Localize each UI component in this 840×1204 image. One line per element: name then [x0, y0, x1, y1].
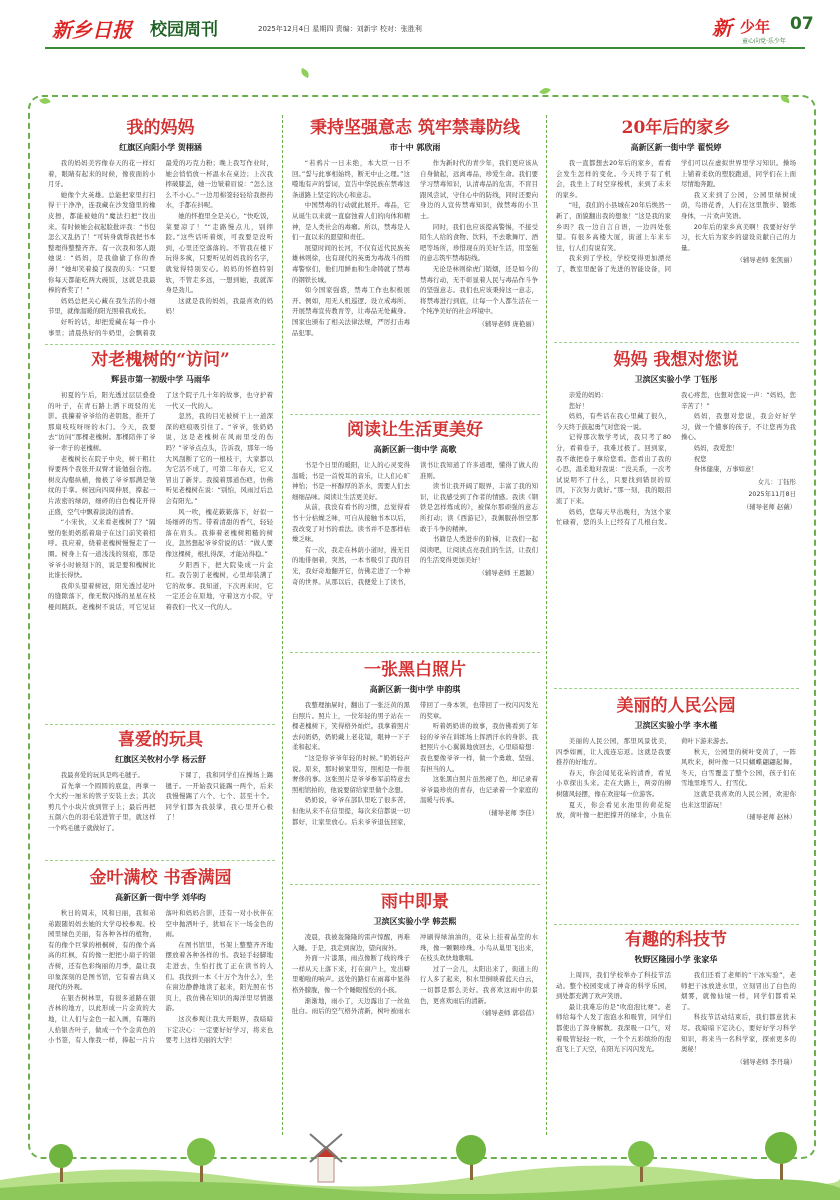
article-title: 有趣的科技节 [625, 930, 727, 950]
article-old-locust-tree [48, 350, 273, 720]
separator [554, 688, 799, 689]
article-title: 金叶满校 书香满园 [89, 868, 232, 888]
brand-block [712, 12, 832, 46]
separator [45, 344, 275, 345]
article-title: 我的妈妈 [126, 118, 195, 138]
article-title: 一张黑白照片 [364, 660, 466, 680]
article-title: 对老槐树的“访问” [91, 350, 230, 370]
article-byline: 红旗区关牧村小学 杨云舒 [115, 755, 206, 764]
article-title: 20年后的家乡 [621, 118, 731, 138]
article-byline: 卫滨区实验小学 韩芸熙 [373, 917, 457, 926]
issue-meta: 2025年12月4日 星期四 责编：刘新宇 校对：张胜利 [258, 25, 422, 33]
separator [554, 342, 799, 343]
page-number: 07 [790, 14, 814, 34]
article-byline: 卫滨区实验小学 丁钰彤 [634, 375, 718, 384]
article-body: 我最喜爱的玩具是鸣毛毽子。 首先拿一个圆圆的底盘，再拿一个大约一厘米的管子安装上去；其次剪几个小块片放到管子上；最后再把五颜六色的羽毛装进管子里，就这样一个鸣毛毽子就做好了。 下课了，我和同学们在操场上踢毽子。一开始我只能踢一两个，后来我慢慢踢了六个、七个、甚至十个。同学们都为我鼓掌，我心里开心极了！ [48, 771, 273, 832]
windmill-icon [310, 1134, 342, 1182]
header-rule [45, 47, 805, 49]
article-letter-mom [556, 350, 796, 680]
leaf-decoration [299, 68, 311, 78]
landscape-decoration [0, 1130, 840, 1200]
article-body: 初夏的午后，阳光透过层层叠叠的叶子，在青石路上洒下斑驳的光影。我攥着爷爷给的老钥匙，推开了那扇吱吱呀呀的木门。今天，我要去“访问”那棵老槐树。那棵陪伴了爷爷一辈子的老槐树。 老槐树长在院子中央，树干粗壮得要两个我张开双臂才能勉强合抱。树皮沟壑纵横，像极了爷爷那满是皱纹的手掌。树冠向四周伸展，撑起一片浓密的绿荫，细碎的白色槐花开得正盛，空气中飘着淡淡的清香。 “小宋伙，又来看老槐树了？”隔壁的张奶奶摇着扇子在这门前笑着招呼。我应着，绕着老槐树慢慢走了一圈。树身上有一道浅浅的刻痕，那是爷爷小时候刻下的，说是要和槐树比比谁长得快。 我仰头望着树冠，阳光透过花叶的缝隙落下，像无数闪烁的星星在枝桠间跳跃。老槐树不说话，可它见证了这个院子几十年的故事，也守护着一代又一代的人。 忽然，我的目光被树干上一道深深的疤痕吸引住了。“爷爷，张奶奶说，这是老槐树在风雨里受的伤吗？”爷爷点点头，告诉我，那年一场大风刮断了它的一根枝干，大家都以为它活不成了，可第二年春天，它又冒出了新芽。我摸着那道伤疤，仿佛听见老槐树在说：“别怕，风雨过后总会有阳光。” 风一吹，槐花簌簌落下，好似一场细碎的雪。带着清甜的香气，轻轻落在肩头。我捧着老槐树粗糙的树皮，忽然想起爷爷常说的话：“做人要像这棵树，根扎得深，才能站得稳。” 夕阳西下，把大院染成一片金红。我告别了老槐树，心里却装满了它的故事。我知道，下次再来时，它一定还会在原地，守着这方小院，守着我们一代又一代的人。 [48, 391, 273, 611]
article-editor: （辅导老师 赵薇） [742, 502, 796, 511]
article-peoples-park [556, 696, 796, 918]
article-editor: （辅导老师 王恩颖） [478, 568, 538, 577]
landscape-illustration [0, 1130, 840, 1200]
brand-mark: 新 [712, 16, 732, 40]
article-editor: （辅导老师 郭蓓蓓） [478, 1009, 538, 1018]
separator [290, 884, 540, 885]
article-body: 我一直都想去20年后的家乡，看看会发生怎样的变化。今天终于有了机会，我坐上了时空穿梭机，来到了未来的家乡。 “哇，我们的小县城在20年后焕然一新了，面貌翻出我的想象！”这是我的家乡吗？我一边自言自语，一边四处张望。有很多高楼大厦，街道上车来车往，行人们有说有笑。 我来到了学校，学校变得更加漂亮了，教室里配备了先进的智能设备，同学们可以在虚拟世界里学习知识。操场上铺着柔软的塑胶跑道，同学们在上面尽情地奔跑。 我又来到了公园，公园里绿树成荫，鸟语花香，人们在这里散步、锻炼身体，一片欢声笑语。 20年后的家乡真美啊！我要好好学习，长大后为家乡的建设贡献自己的力量。 （辅导老师 张凯丽） [556, 159, 796, 273]
article-byline: 高新区新一街中学 高歌 [373, 445, 457, 454]
article-favorite-toy [48, 730, 273, 855]
article-editor: （辅导老师 赵林） [742, 813, 796, 822]
article-title: 喜爱的玩具 [118, 730, 203, 750]
article-byline: 高新区新一街中学 申韵琪 [369, 685, 461, 694]
article-body: 美丽的人民公园，那里风景优美，四季如画，让人流连忘返。这就是我要推荐的好地方。 春天，你会闻见花朵的清香，看见小草探出头来。走在大路上，两旁的柳树随风轻摆，像在欢迎每一位游客。 夏天，你会看见水池里的荷花绽放，荷叶像一把把撑开的绿伞，小鱼在荷叶下游来游去。 秋天，公园里的树叶变黄了，一阵风吹来，树叶像一只只蝴蝶翩翩起舞。冬天，白雪覆盖了整个公园，孩子们在雪地里堆雪人、打雪仗。 这就是我喜欢的人民公园，欢迎你也来这里游玩！ （辅导老师 赵林） [556, 737, 796, 822]
column-divider-1 [282, 115, 283, 1135]
article-tech-festival [556, 930, 796, 1098]
brand-name: 少年 [740, 18, 771, 36]
article-body: 凌晨，我被轰隆隆的雷声惊醒，再难入睡。于是，我走到窗边，望向窗外。 外面一片漆黑，雨点像断了线的珠子一样从天上落下来，打在窗户上，发出噼里啪啦的响声。远处的路灯在雨幕中显得格外朦胧，像一个个睡眼惺忪的小孩。 渐渐地，雨小了，天边露出了一丝鱼肚白。雨后的空气格外清新，树叶被雨水冲刷得绿油油的，花朵上挂着晶莹的水珠，像一颗颗珍珠。小鸟从巢里飞出来，在枝头欢快地歌唱。 过了一会儿，太阳出来了，街道上的行人多了起来，积水里倒映着蓝天白云，一切都是那么美好。我喜欢这雨中的景色，更喜欢雨后的清新。 （辅导老师 郭蓓蓓） [292, 933, 538, 1018]
article-editor: （辅导老师 张凯丽） [736, 256, 796, 265]
article-body: 书是个日里的暖阳，让人的心灵变得温暖；书是一首悦耳的音乐，让人们心旷神怡；书是一杯醇厚的茶水，需要人们去细细品味。阅读让生活更美好。 从前，我没有看书的习惯，总觉得看书十分枯燥乏味，可自从接触书本以后，我改变了对书的看法。读书并不是那样枯燥乏味。 有一次，我走在林荫小道时，漫无目的地徘徊着，突然，一本书吸引了我的目光，我好奇地翻开它，仿佛走进了一个神奇的世界。从那以后，我便爱上了读书，读书让我知道了许多道理，懂得了做人的准则。 读书让我开阔了眼界，丰富了我的知识，让我感受到了作者的情感。我读《钢铁是怎样炼成的》，被保尔那顽强的意志所打动；读《西游记》，我佩服孙悟空那敢于斗争的精神。 书籍是人类进步的阶梯，让我们一起阅读吧，让阅读点亮我们的生活，让我们的生活变得更加美好！ （辅导老师 王恩颖） [292, 461, 538, 586]
article-byline: 卫滨区实验小学 李木槿 [634, 721, 718, 730]
article-title: 秉持坚强意志 筑牢禁毒防线 [310, 118, 520, 138]
article-title: 美丽的人民公园 [616, 696, 736, 716]
article-editor: （辅导老师 庞艳丽） [478, 319, 538, 328]
article-rain-scene [292, 892, 538, 1102]
column-title: 校园周刊 [150, 20, 218, 40]
brand-slogan: 童心向党·乐少年 [742, 38, 786, 45]
article-body: “若鸦片一日未绝，本大臣一日不回。”誓与此事相始终，断无中止之理。”这噬地有声的誓词，宣告中华民族在禁毒这条道路上坚定的决心和意志。 中国禁毒的行动就此展开。毒品，它从诞生以来就一直腐蚀着人们的肉体和精神，是人类社会的毒瘤。所以，禁毒是人们一直以来的愿望和责任。 展望时间的长河，不仅有近代民族英雄林则徐，也有现代的英勇为毒战斗的缉毒警察们，他们用鲜血和生命铸就了禁毒的钢铁长城。 如今国家强盛，禁毒工作也积极展开。例如，用无人机巡逻、设立戒毒所、开展禁毒宣传教育等，让毒品无处藏身。国家也颁布了相关法律法规，严厉打击毒品犯罪。 作为新时代的青少年，我们更应该从自身做起，远离毒品，珍爱生命。我们要学习禁毒知识，认清毒品的危害，不盲目跟风尝试，守住心中的防线，同时还要向身边的人宣传禁毒知识，做禁毒的小卫士。 同时，我们也应该提高警惕，不接受陌生人给的食物、饮料，不去歌舞厅、酒吧等场所，珍惜现在的美好生活，用坚强的意志筑牢禁毒防线。 无论是林则徐虎门销烟，还是如今的禁毒行动，无不彰显着人民与毒品作斗争的坚强意志。我们也应该秉持这一意志，将禁毒进行到底，让每一个人都生活在一个纯净美好的社会环境中。 （辅导老师 庞艳丽） [292, 159, 538, 337]
article-body: 我整理抽屉时，翻出了一张泛黄的黑白照片。照片上，一位年轻的男子站在一棵老槐树下，笑得格外灿烂。我拿着照片去问奶奶，奶奶戴上老花镜，眼神一下子柔和起来。 “这是你爷爷年轻的时候。”奶奶轻声说。原来，那时候家里穷，照相是一件很奢侈的事。这张照片是爷爷参军前特意去照相馆拍的，他说要留给家里做个念想。 奶奶说，爷爷在部队里吃了很多苦，但他从来不在信里提，每次来信都说一切都好，让家里放心。后来爷爷退伍回家，带回了一身本领，也带回了一枚闪闪发光的奖章。 听着奶奶讲的故事，我仿佛看到了年轻的爷爷在训练场上挥洒汗水的身影。我把照片小心翼翼地放回去，心里暗暗想：我也要像爷爷一样，做一个勇敢、坚强、有担当的人。 这张黑白照片虽然褪了色，却记录着爷爷最珍贵的青春，也记录着一个家庭的温暖与传承。 （辅导老师 李佳） [292, 701, 538, 826]
article-my-mother [48, 118, 273, 338]
article-byline: 红旗区向阳小学 贺栩涵 [119, 143, 202, 152]
separator [290, 414, 540, 415]
separator [45, 860, 275, 861]
article-bw-photo [292, 660, 538, 878]
article-byline: 高新区新一街中学 翟悦婷 [630, 143, 722, 152]
article-body: 亲爱的妈妈： 您好！ 妈妈，有些话在我心里藏了很久，今天终于鼓起勇气对您说一说。 记得那次数学考试，我只考了80分，看着卷子，我难过极了。回到家，我不敢把卷子拿给您看。您看出了我的心思，温柔地对我说：“没关系，一次考试说明不了什么，只要找到错误的原因，下次努力就好。”那一刻，我的眼泪流了下来。 妈妈，您每天早出晚归，为这个家忙碌着，您的头上已经有了几根白发。我心疼您，也想对您说一声：“妈妈，您辛苦了！” 妈妈，我想对您说，我会好好学习，做一个懂事的孩子，不让您再为我操心。 妈妈，我爱您！ 祝您 身体健康，万事如意！ 女儿：丁钰彤 2025年11月8日 （辅导老师 赵薇） [556, 391, 796, 527]
article-body: 上周四，我们学校举办了科技节活动。整个校园变成了神奇的科学乐园，到处都充满了欢声笑语。 最让我难忘的是“吹泡泡比赛”。老师给每个人发了泡泡水和吸管，同学们都使出了浑身解数。我深吸一口气，对着吸管轻轻一吹，一个个五彩缤纷的泡泡飞上了天空，在阳光下闪闪发光。 我们还看了老师的“干冰实验”，老师把干冰放进水里，立刻冒出了白色的烟雾，就像仙境一样，同学们都看呆了。 科技节活动结束后，我们都意犹未尽。我暗暗下定决心，要好好学习科学知识，将来当一名科学家，探索更多的奥秘！ （辅导老师 李丹瑞） [556, 971, 796, 1066]
article-golden-campus [48, 868, 273, 1093]
article-title: 雨中即景 [381, 892, 449, 912]
article-editor: （辅导老师 李佳） [484, 808, 538, 817]
article-anti-drug [292, 118, 538, 408]
article-byline: 高新区新一街中学 刘华昀 [115, 893, 206, 902]
separator [290, 652, 540, 653]
article-byline: 辉县市第一初级中学 马雨华 [111, 375, 210, 384]
article-body: 我的妈妈美容像春天的花一样灯着，眼睛有起来的时候，像夜面的小月牙。 她像个大英雄。总能把家里打扫得干干净净，连我藏在沙发缝里的橡皮擦，都能被她的“魔法扫把”找出来。有时候她会叔起脸批评我：“书包怎么又乱扔了！”可转身就帮我把书本整理得整整齐齐。有一次我和邻人跟她说：“妈妈，是我偷偷了你的香薄！”她却笑着摸了摸我的头：“只要你每天都能吃两大碗饭，这就是我最棒的香奖了！” 妈妈总把关心藏在我生活的小细节里，就像温暖的阳光照着我成长。 好听的话，却把爱藏在每一件小事里；清晨热好的牛奶里，会飘着我最爱的巧克力粉；晚上我写作业时，她会悄悄放一杯温水在桌边；上次我摔破膝盖，她一边皱着眉说：“怎么这么不小心。”一边用棉签轻轻给我擦药水，手都在抖呢。 她的怀抱里全是关心，“快吃饭，菜要凉了！”“走路慢点儿，别摔跤。”这些话听着烦，可我要是没听到，心里还空落落的。不管我在楼下玩得多疯，只要听见妈妈我的名字，就觉得特别安心。妈妈的怀抱特别软，不管走多远，一想到她，我就浑身是劲儿。 这就是我的妈妈，我最喜欢的妈妈！ [48, 159, 273, 337]
article-body: 秋日的周末，风和日丽，我和弟弟跟随妈妈去她的大学母校参观。校园里绿色美丽，有各种各样的植物，有的像个巨掌的梧桐树，有的像个高高的红枫，有的像一把把小扇子的银杏树，还有色彩绚丽的月季，最让我印象深刻的是图书馆，它有着古典又现代的外观。 在银杏树林里，有很多道路在银杏林的地方，以此形成一片金黄的大地，让人们与金色一起入画，有趣的人拾银杏叶子，做成一个个金黄色的小书签，有人像我一样，捧起一片片落叶和妈妈合影，还有一对小伙伴在空中抛洒叶子，犹如在下一场金色的雨。 在图书馆里，书架上整整齐齐地摆放着各种各样的书。我轻手轻脚地走进去，生怕打扰了正在读书的人们。我找到一本《十万个为什么》，坐在窗边静静地读了起来，阳光照在书页上，我仿佛在知识的海洋里尽情遨游。 这次参观让我大开眼界，我暗暗下定决心：一定要好好学习，将来也要考上这样美丽的大学！ [48, 909, 273, 1045]
separator [45, 724, 275, 725]
separator [554, 924, 799, 925]
article-reading [292, 420, 538, 645]
article-byline: 牧野区隆园小学 张家华 [634, 955, 718, 964]
article-editor: （辅导老师 李丹瑞） [736, 1057, 796, 1066]
column-divider-2 [546, 115, 547, 1135]
article-hometown-future [556, 118, 796, 336]
article-title: 阅读让生活更美好 [347, 420, 483, 440]
page-header [0, 0, 840, 50]
newspaper-logo: 新乡日报 [52, 18, 132, 42]
article-byline: 市十中 郭欣雨 [389, 143, 441, 152]
article-title: 妈妈 我想对您说 [613, 350, 739, 370]
